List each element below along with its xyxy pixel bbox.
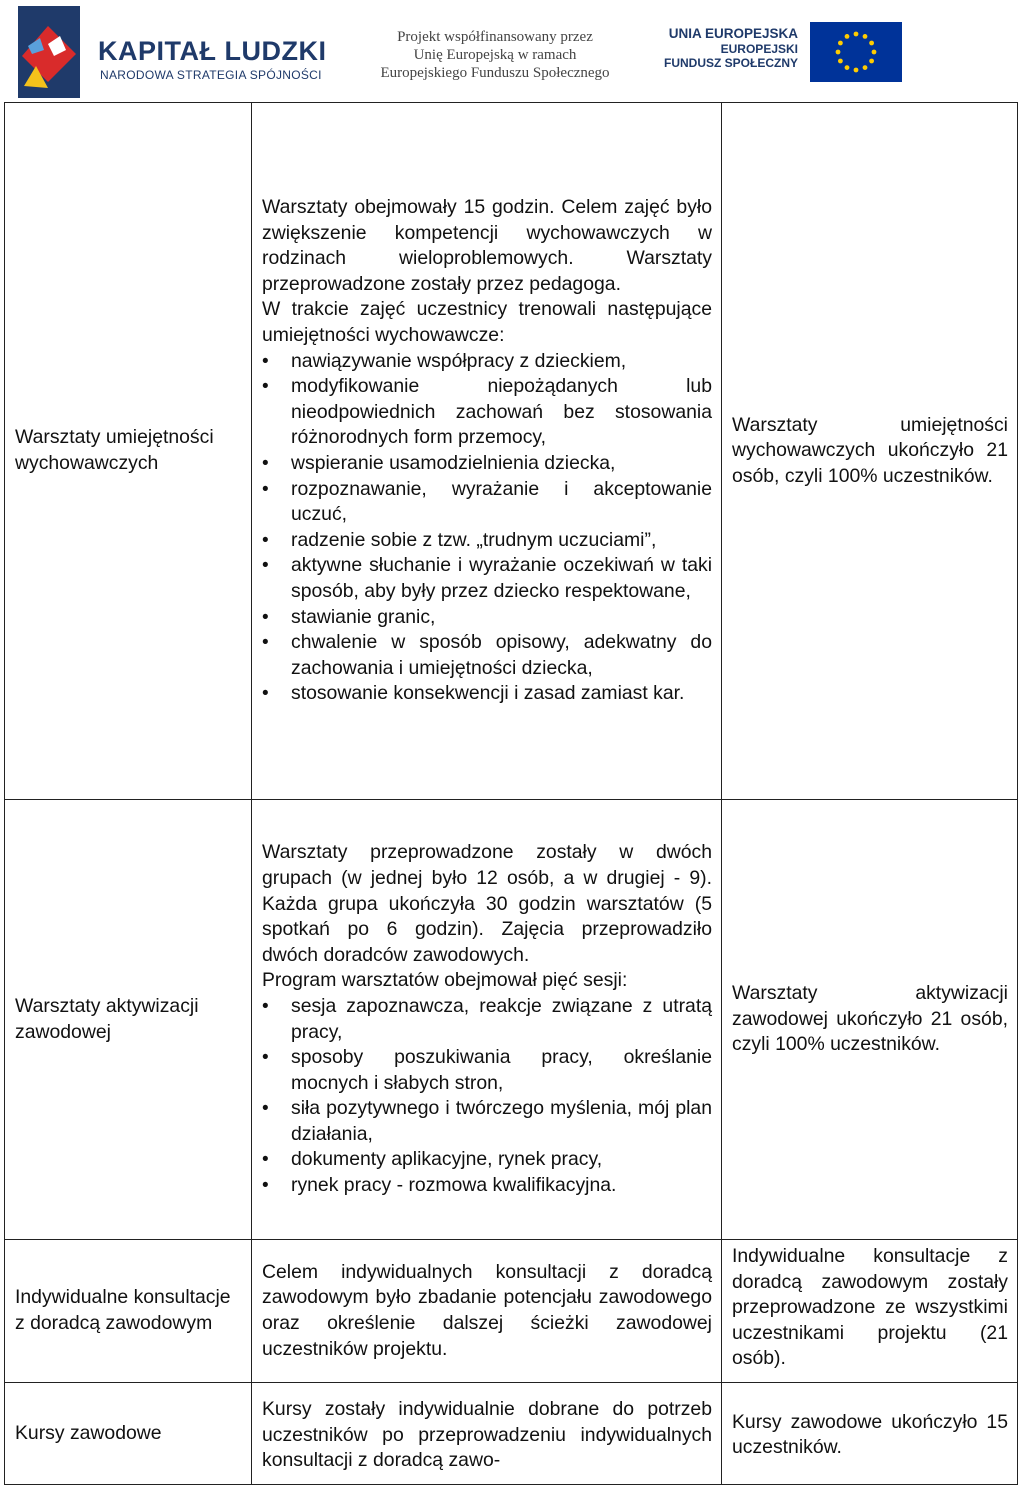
description-paragraph: W trakcie zajęć uczestnicy trenowali następujące umiejętności wychowawcze: (262, 298, 712, 347)
activity-result: Indywidualne konsultacje z doradcą zawodowym zostały przeprowadzone ze wszystkimi uczestnikami projektu (21 osób). (722, 1240, 1018, 1383)
list-item: • stosowanie konsekwencji i zasad zamiast kar. (291, 681, 712, 707)
table-row (5, 800, 1018, 1240)
table-row (5, 1382, 1018, 1484)
eu-line: FUNDUSZ SPOŁECZNY (663, 56, 798, 70)
list-item: • stawianie granic, (291, 605, 712, 631)
list-item: • siła pozytywnego i twórczego myślenia, mój plan działania, (291, 1096, 712, 1147)
list-item: • modyfikowanie niepożądanych lub nieodpowiednich zachowań bez stosowania różnorodnych form przemocy, (291, 374, 712, 451)
list-item: • sposoby poszukiwania pracy, określanie mocnych i słabych stron, (291, 1045, 712, 1096)
list-item: • radzenie sobie z tzw. „trudnym uczuciami”, (291, 528, 712, 554)
project-line: Unię Europejską w ramach (413, 47, 577, 63)
activity-description (252, 800, 722, 1240)
activity-result: Kursy zawodowe ukończyło 15 uczestników. (722, 1382, 1018, 1484)
eu-label (640, 27, 798, 71)
activity-name: Warsztaty aktywizacji zawodowej (5, 800, 252, 1240)
page-header (0, 0, 960, 100)
activity-description (252, 1240, 722, 1383)
list-item: • sesja zapoznawcza, reakcje związane z utratą pracy, (291, 994, 712, 1045)
activity-name: Warsztaty umiejętności wychowawczych (5, 103, 252, 800)
eu-flag-icon (810, 22, 902, 82)
activity-name: Kursy zawodowe (5, 1382, 252, 1484)
project-line: Projekt współfinansowany przez (397, 29, 593, 45)
activity-description (252, 1382, 722, 1484)
description-paragraph: Warsztaty przeprowadzone zostały w dwóch grupach (w jednej było 12 osób, a w drugiej - 9). Każda grupa ukończyła 30 godzin warsztatów (5 spotkań po 6 godzin). Zajęcia przeprowadziło dwóch doradców zawodowych. (262, 841, 712, 966)
list-item: • rynek pracy - rozmowa kwalifikacyjna. (291, 1173, 712, 1199)
sessions-list (262, 994, 712, 1199)
activity-name: Indywidualne konsultacje z doradcą zawodowym (5, 1240, 252, 1383)
list-item: • wspieranie usamodzielnienia dziecka, (291, 451, 712, 477)
list-item: • rozpoznawanie, wyrażanie i akceptowanie uczuć, (291, 477, 712, 528)
skills-list (262, 349, 712, 707)
activity-description (252, 103, 722, 800)
logo-subtitle: NARODOWA STRATEGIA SPÓJNOŚCI (100, 68, 322, 82)
list-item: • nawiązywanie współpracy z dzieckiem, (291, 349, 712, 375)
logo-title: KAPITAŁ LUDZKI (98, 36, 327, 66)
description-paragraph: Celem indywidualnych konsultacji z doradcą zawodowym było zbadanie potencjału zawodowego oraz określenie dalszej ścieżki zawodowej uczestników projektu. (262, 1260, 712, 1360)
project-cofinancing-note (370, 28, 620, 82)
list-item: • chwalenie w sposób opisowy, adekwatny do zachowania i umiejętności dziecka, (291, 630, 712, 681)
list-item: • aktywne słuchanie i wyrażanie oczekiwań w taki sposób, aby były przez dziecko respektowane, (291, 553, 712, 604)
table-row (5, 103, 1018, 800)
activity-result: Warsztaty aktywizacji zawodowej ukończyło 21 osób, czyli 100% uczestników. (722, 800, 1018, 1240)
activities-table (4, 102, 1018, 1485)
project-line: Europejskiego Funduszu Społecznego (380, 65, 610, 81)
description-paragraph: Warsztaty obejmowały 15 godzin. Celem zajęć było zwiększenie kompetencji wychowawczych w rodzinach wieloproblemowych. Warsztaty przeprowadzone zostały przez pedagoga. (262, 196, 712, 295)
eu-line: UNIA EUROPEJSKA (668, 26, 798, 41)
eu-line: EUROPEJSKI (720, 41, 798, 56)
activity-result: Warsztaty umiejętności wychowawczych ukończyło 21 osób, czyli 100% uczestników. (722, 103, 1018, 800)
description-paragraph: Kursy zostały indywidualnie dobrane do potrzeb uczestników po przeprowadzeniu indywidualnych konsultacji z doradcą zawo- (262, 1397, 712, 1472)
table-row (5, 1240, 1018, 1383)
list-item: • dokumenty aplikacyjne, rynek pracy, (291, 1147, 712, 1173)
description-paragraph: Program warsztatów obejmował pięć sesji: (262, 969, 628, 992)
kapital-ludzki-logo (18, 6, 80, 98)
